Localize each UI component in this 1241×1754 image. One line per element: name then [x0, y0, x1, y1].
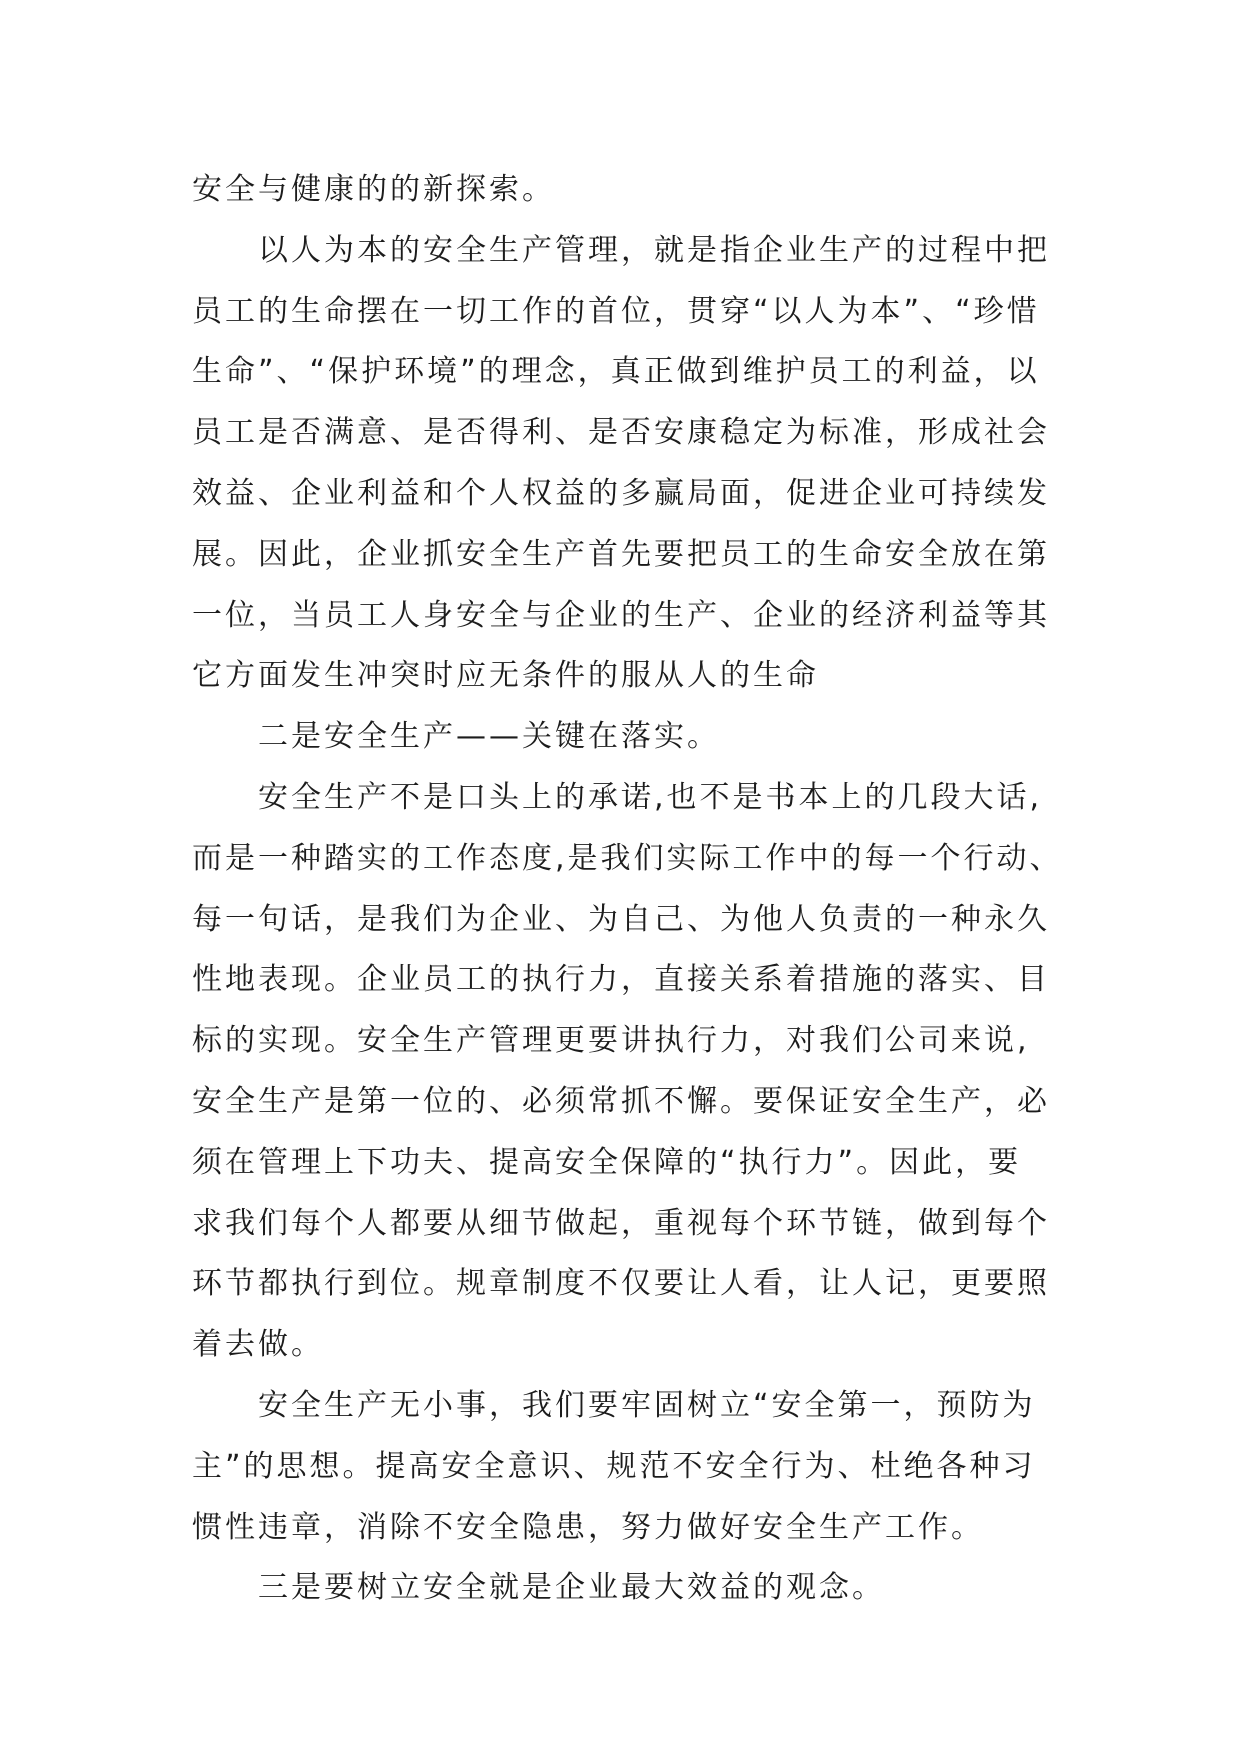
- text-line: 生命”、“保护环境”的理念，真正做到维护员工的利益，以: [192, 354, 1040, 390]
- text-line: 一位，当员工人身安全与企业的生产、企业的经济利益等其: [192, 597, 1050, 633]
- paragraph-first-line: 安全生产无小事，我们要牢固树立“安全第一，预防为: [258, 1387, 1036, 1423]
- text-line: 它方面发生冲突时应无条件的服从人的生命: [192, 658, 819, 694]
- text-line: 须在管理上下功夫、提高安全保障的“执行力”。因此，要: [192, 1144, 1022, 1180]
- paragraph-first-line: 安全生产不是口头上的承诺,也不是书本上的几段大话,: [258, 779, 1043, 815]
- text-line: 员工的生命摆在一切工作的首位，贯穿“以人为本”、“珍惜: [192, 293, 1040, 329]
- text-line: 性地表现。企业员工的执行力，直接关系着措施的落实、目: [192, 962, 1050, 998]
- text-line: 着去做。: [192, 1327, 324, 1363]
- text-line: 惯性违章，消除不安全隐患，努力做好安全生产工作。: [192, 1509, 984, 1545]
- text-line: 求我们每个人都要从细节做起，重视每个环节链，做到每个: [192, 1205, 1050, 1241]
- text-line: 展。因此，企业抓安全生产首先要把员工的生命安全放在第: [192, 536, 1050, 572]
- text-line: 标的实现。安全生产管理更要讲执行力，对我们公司来说,: [192, 1023, 1030, 1059]
- paragraph-first-line: 以人为本的安全生产管理，就是指企业生产的过程中把: [258, 232, 1050, 268]
- text-line: 安全生产是第一位的、必须常抓不懈。要保证安全生产，必: [192, 1083, 1050, 1119]
- document-body: [192, 160, 1063, 1619]
- text-line: 每一句话，是我们为企业、为自己、为他人负责的一种永久: [192, 901, 1050, 937]
- text-line: 效益、企业利益和个人权益的多赢局面，促进企业可持续发: [192, 475, 1050, 511]
- text-line: 员工是否满意、是否得利、是否安康稳定为标准，形成社会: [192, 415, 1050, 451]
- section-heading: 三是要树立安全就是企业最大效益的观念。: [258, 1570, 885, 1606]
- text-line: 主”的思想。提高安全意识、规范不安全行为、杜绝各种习: [192, 1448, 1036, 1484]
- text-line: 而是一种踏实的工作态度,是我们实际工作中的每一个行动、: [192, 840, 1063, 876]
- text-line: 环节都执行到位。规章制度不仅要让人看，让人记，更要照: [192, 1266, 1050, 1302]
- text-line: 安全与健康的的新探索。: [192, 172, 555, 207]
- section-heading: 二是安全生产——关键在落实。: [258, 719, 720, 755]
